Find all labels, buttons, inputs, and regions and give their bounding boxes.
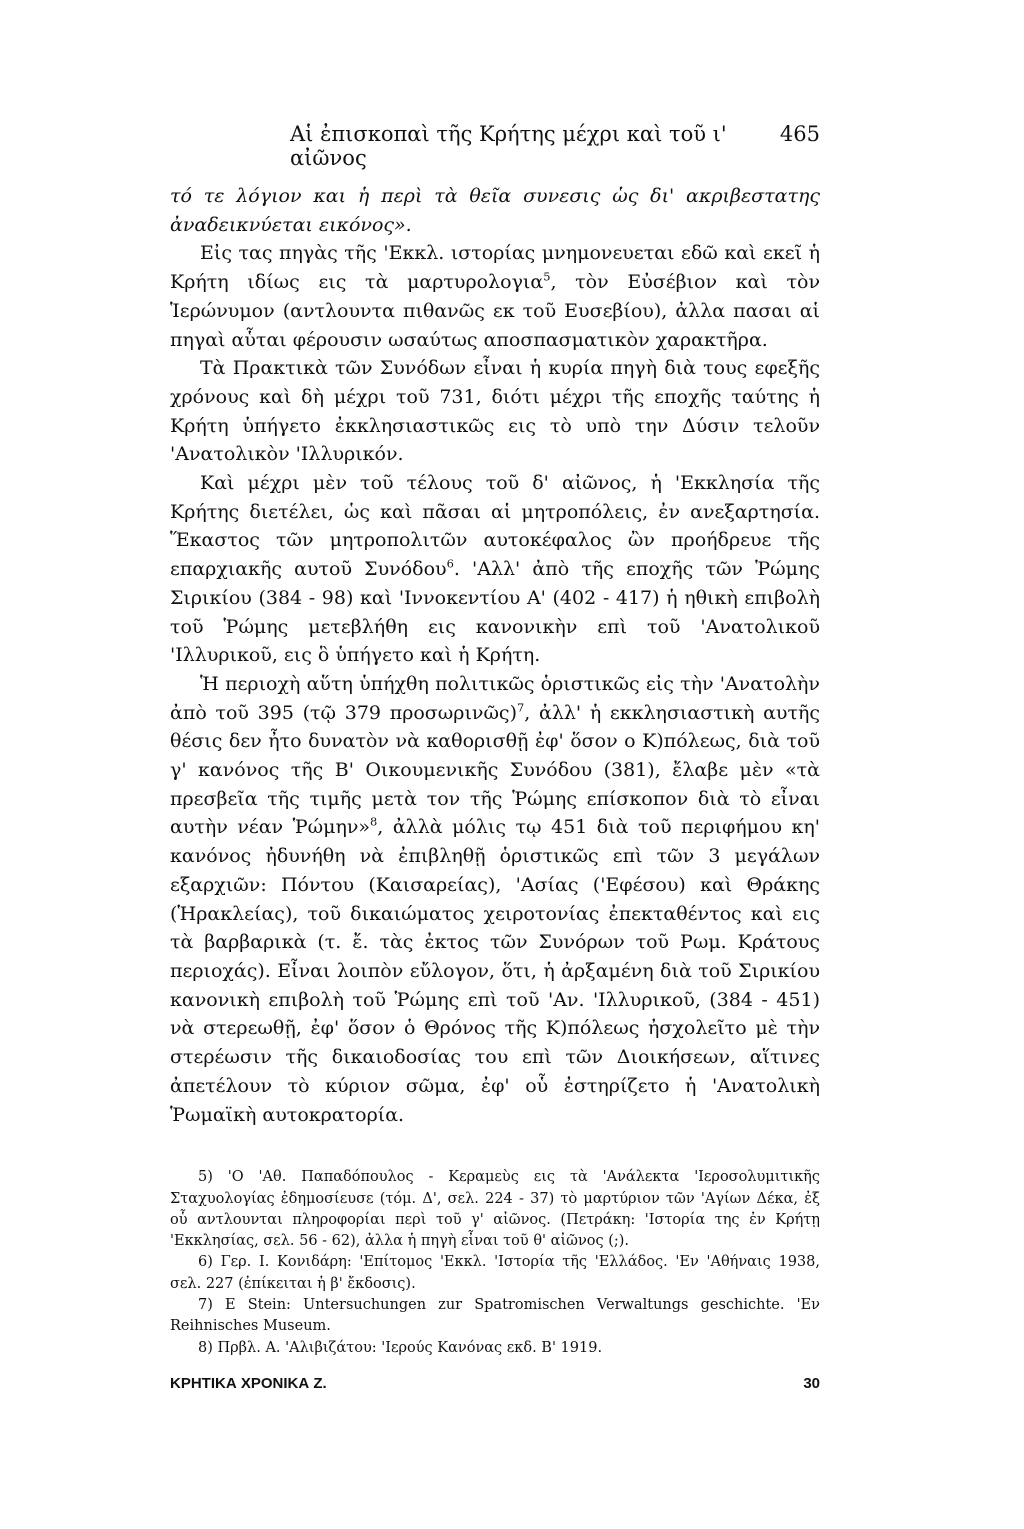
journal-name: ΚΡΗΤΙΚΑ ΧΡΟΝΙΚΑ Ζ. (170, 1374, 327, 1392)
footnote-6: 6) Γερ. Ι. Κονιδάρη: 'Επίτομος 'Εκκλ. 'Ιστορία τῆς 'Ελλάδος. 'Εν 'Αθήναις 1938, σελ. 227 (ἐπίκειται ἡ β' ἔκδοσις). (170, 1254, 820, 1292)
footnote-5: 5) 'Ο 'Αθ. Παπαδόπουλος - Κεραμεὺς εις τὰ 'Ανάλεκτα 'Ιεροσολυμιτικῆς Σταχυολογίας ἐδημοσίευσε (τόμ. Δ', σελ. 224 - 37) τὸ μαρτύριον τῶν 'Αγίων Δέκα, ἐξ οὗ αντλουνται πληροφορίαι περὶ τοῦ γ' αἰῶνος. (Πετράκη: 'Ιστορία της ἐν Κρήτῃ 'Εκκλησίας, σελ. 56 - 62), ἀλλα ἡ πηγὴ εἶναι τοῦ θ' αἰῶνος (;). (170, 1169, 820, 1250)
footnote-mark-8: 8 (370, 815, 378, 830)
footnote-mark-6: 6 (446, 556, 454, 571)
paragraph-region-text-a: Ἡ περιοχὴ αὕτη ὑπήχθη πολιτικῶς ὁριστικῶς εἰς τὴν 'Ανατολὴν ἀπὸ τοῦ 395 (τῷ 379 προσωρινῶς) (170, 672, 820, 724)
paragraph-region: Ἡ περιοχὴ αὕτη ὑπήχθη πολιτικῶς ὁριστικῶς εἰς τὴν 'Ανατολὴν ἀπὸ τοῦ 395 (τῷ 379 προσωρινῶς)$^7$, ἀλλ' ἡ εκκλησιαστικὴ αυτῆς θέσις δεν ἦτο δυνατὸν νὰ καθορισθῇ ἐφ' ὅσον ο Κ)πόλεως, διὰ τοῦ γ' κανόνος τῆς Β' Οικουμενικῆς Συνόδου (381), ἔλαβε μὲν «τὰ πρεσβεῖα τῆς τιμῆς μετὰ τον τῆς Ῥώμης επίσκοπον διὰ τὸ εἶναι αυτὴν νέαν Ῥώμην»$^8$, ἀλλὰ μόλις τῳ 451 διὰ τοῦ περιφήμου κη' κανόνος ἠδυνήθη νὰ ἐπιβληθῇ ὁριστικῶς επὶ τῶν 3 μεγάλων εξαρχιῶν: Πόντου (Καισαρείας), 'Ασίας ('Εφέσου) καὶ Θράκης (Ἡρακλείας), τοῦ δικαιώματος χειροτονίας ἐπεκταθέντος καὶ εις τὰ βαρβαρικὰ (τ. ἔ. τὰς ἐκτος τῶν Συνόρων τοῦ Ρωμ. Κράτους περιοχάς). Εἶναι λοιπὸν εὔλογον, ὅτι, ἡ ἀρξαμένη διὰ τοῦ Σιρικίου κανονικὴ επιβολὴ τοῦ Ῥώμης επὶ τοῦ 'Αν. 'Ιλλυρικοῦ, (384 - 451) νὰ στερεωθῇ, ἐφ' ὅσον ὁ Θρόνος τῆς Κ)πόλεως ἠσχολεῖτο μὲ τὴν στερέωσιν τῆς δικαιοδοσίας του επὶ τῶν Διοικήσεων, αἵτινες ἀπετέλουν τὸ κύριον σῶμα, ἐφ' οὗ ἐστηρίζετο ἡ 'Ανατολικὴ Ῥωμαϊκὴ αυτοκρατορία. (170, 672, 820, 1126)
paragraph-sources-text-a: Εἰς τας πηγὰς τῆς 'Εκκλ. ιστορίας μνημονευεται εδῶ καὶ εκεῖ ἡ Κρήτη ιδίως εις τὰ μαρτυρολογια (170, 242, 820, 294)
paragraph-church-crete-text-b: 'Αλλ' ἀπὸ τῆς εποχῆς τῶν Ῥώμης Σιρικίου (384 - 98) καὶ 'Ιννοκεντίου Α' (402 - 417) ἡ ηθικὴ επιβολὴ τοῦ Ῥώμης μετεβλήθη εις κανονικὴν επὶ τοῦ 'Ανατολικοῦ 'Ιλλυρικοῦ, εις ὃ ὑπήγετο καὶ ἡ Κρήτη. (170, 558, 820, 667)
paragraph-region-text-c: ἀλλὰ μόλις τῳ 451 διὰ τοῦ περιφήμου κη' κανόνος ἠδυνήθη νὰ ἐπιβληθῇ ὁριστικῶς επὶ τῶν 3 μεγάλων εξαρχιῶν: Πόντου (Καισαρείας), 'Ασίας ('Εφέσου) καὶ Θράκης (Ἡρακλείας), τοῦ δικαιώματος χειροτονίας ἐπεκταθέντος καὶ εις τὰ βαρβαρικὰ (τ. ἔ. τὰς ἐκτος τῶν Συνόρων τοῦ Ρωμ. Κράτους περιοχάς). Εἶναι λοιπὸν εὔλογον, ὅτι, ἡ ἀρξαμένη διὰ τοῦ Σιρικίου κανονικὴ επιβολὴ τοῦ Ῥώμης επὶ τοῦ 'Αν. 'Ιλλυρικοῦ, (384 - 451) νὰ στερεωθῇ, ἐφ' ὅσον ὁ Θρόνος τῆς Κ)πόλεως ἠσχολεῖτο μὲ τὴν στερέωσιν τῆς δικαιοδοσίας του επὶ τῶν Διοικήσεων, αἵτινες ἀπετέλουν τὸ κύριον σῶμα, ἐφ' οὗ ἐστηρίζετο ἡ 'Ανατολικὴ Ῥωμαϊκὴ αυτοκρατορία. (170, 816, 820, 1126)
signature-mark: 30 (803, 1374, 820, 1392)
footnote-mark-5: 5 (543, 269, 551, 284)
paragraph-church-crete: Καὶ μέχρι μὲν τοῦ τέλους τοῦ δ' αἰῶνος, ἡ 'Εκκλησία τῆς Κρήτης διετέλει, ὡς καὶ πᾶσαι αἱ μητροπόλεις, ἐν ανεξαρτησία. Ἕκαστος τῶν μητροπολιτῶν αυτοκέφαλος ὢν προήδρευε τῆς επαρχιακῆς αυτοῦ Συνόδου$^6$. 'Αλλ' ἀπὸ τῆς εποχῆς τῶν Ῥώμης Σιρικίου (384 - 98) καὶ 'Ιννοκεντίου Α' (402 - 417) ἡ ηθικὴ επιβολὴ τοῦ Ῥώμης μετεβλήθη εις κανονικὴν επὶ τοῦ 'Ανατολικοῦ 'Ιλλυρικοῦ, εις ὃ ὑπήγετο καὶ ἡ Κρήτη. (170, 472, 820, 667)
footnotes (170, 1167, 820, 1359)
paragraph-quote-end: τό τε λόγιον και ἡ περὶ τὰ θεῖα συνεσις ὡς δι' ακριβεστατης ἀναδεικνύεται εικόνος». (170, 185, 820, 236)
footnote-7: 7) E Stein: Untersuchungen zur Spatromischen Verwaltungs geschichte. 'Εν Reihnisches Museum. (170, 1296, 820, 1335)
running-head (170, 122, 820, 170)
paragraph-church-crete-text-a: Καὶ μέχρι μὲν τοῦ τέλους τοῦ δ' αἰῶνος, ἡ 'Εκκλησία τῆς Κρήτης διετέλει, ὡς καὶ πᾶσαι αἱ μητροπόλεις, ἐν ανεξαρτησία. Ἕκαστος τῶν μητροπολιτῶν αυτοκέφαλος ὢν προήδρευε τῆς επαρχιακῆς αυτοῦ Συνόδου (170, 472, 820, 581)
page-number: 465 (779, 122, 820, 146)
paragraph-sources-text-b: τὸν Εὐσέβιον καὶ τὸν Ἱερώνυμον (αντλουντα πιθανῶς εκ τοῦ Ευσεβίου), ἀλλα πασαι αἱ πηγαὶ αὗται φέρουσιν ωσαύτως αποσπασματικὸν χαρακτῆρα. (170, 271, 820, 351)
paragraph-sources: Εἰς τας πηγὰς τῆς 'Εκκλ. ιστορίας μνημονευεται εδῶ καὶ εκεῖ ἡ Κρήτη ιδίως εις τὰ μαρτυρολογια$^5$, τὸν Εὐσέβιον καὶ τὸν Ἱερώνυμον (αντλουντα πιθανῶς εκ τοῦ Ευσεβίου), ἀλλα πασαι αἱ πηγαὶ αὗται φέρουσιν ωσαύτως αποσπασματικὸν χαρακτῆρα. (170, 242, 820, 351)
running-head-title: Αἱ ἐπισκοπαὶ τῆς Κρήτης μέχρι καὶ τοῦ ι' αἰῶνος (290, 122, 727, 170)
paragraph-acts: Τὰ Πρακτικὰ τῶν Συνόδων εἶναι ἡ κυρία πηγὴ διὰ τους εφεξῆς χρόνους καὶ δὴ μέχρι τοῦ 731, διότι μέχρι τῆς εποχῆς ταύτης ἡ Κρήτη ὑπήγετο ἐκκλησιαστικῶς εις τὸ υπὸ την Δύσιν τελοῦν 'Ανατολικὸν 'Ιλλυρικόν. (170, 357, 820, 466)
page-footer (170, 1375, 820, 1392)
footnote-mark-7: 7 (517, 700, 525, 715)
paragraph-region-text-b: ἀλλ' ἡ εκκλησιαστικὴ αυτῆς θέσις δεν ἦτο δυνατὸν νὰ καθορισθῇ ἐφ' ὅσον ο Κ)πόλεως, διὰ τοῦ γ' κανόνος τῆς Β' Οικουμενικῆς Συνόδου (381), ἔλαβε μὲν «τὰ πρεσβεῖα τῆς τιμῆς μετὰ τον τῆς Ῥώμης επίσκοπον διὰ τὸ εἶναι αυτὴν νέαν Ῥώμην» (170, 701, 820, 839)
footnote-8: 8) Πρβλ. Α. 'Αλιβιζάτου: 'Ιερούς Κανόνας εκδ. Β' 1919. (198, 1339, 603, 1356)
body-text (170, 182, 820, 1129)
page (170, 122, 820, 1392)
